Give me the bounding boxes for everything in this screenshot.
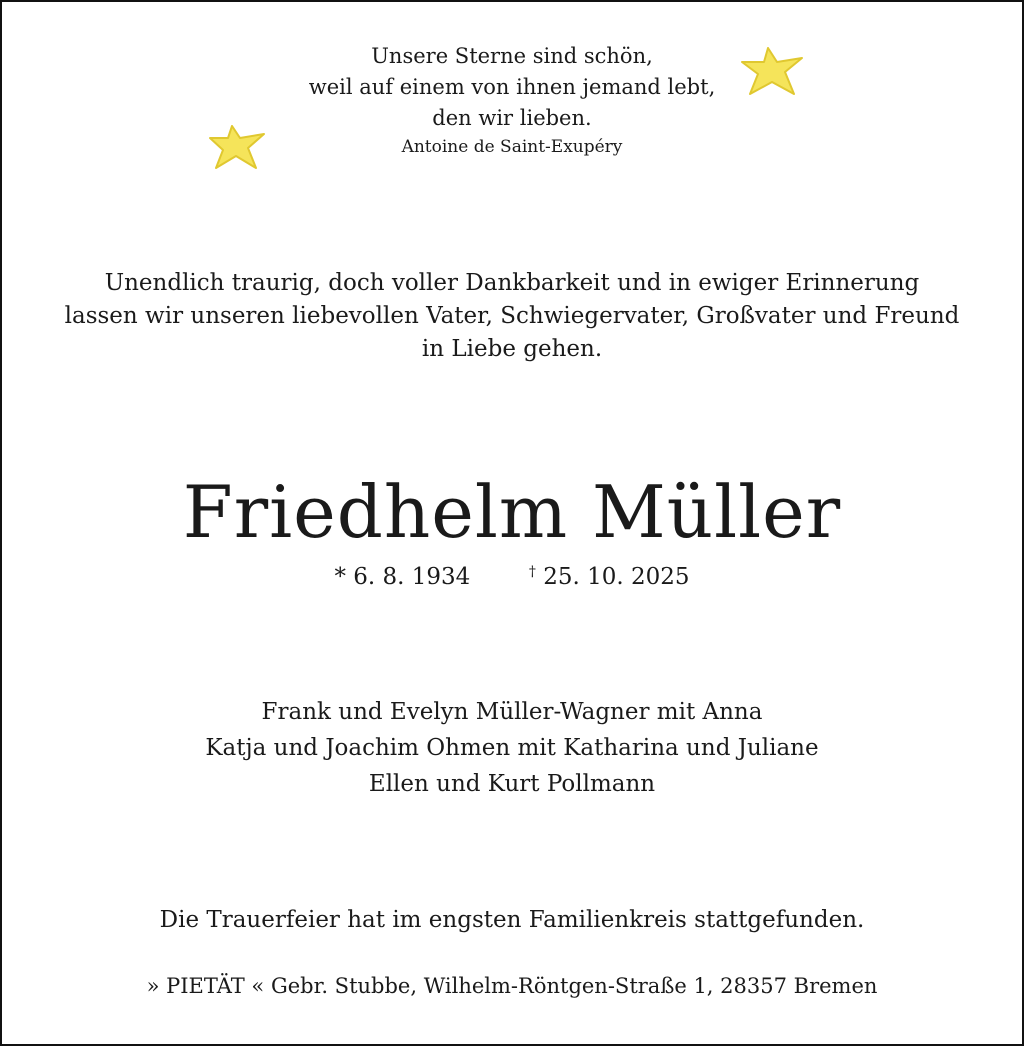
quote-author: Antoine de Saint-Exupéry [401, 137, 623, 157]
birth-date: 6. 8. 1934 [353, 564, 471, 590]
life-dates [2, 564, 1022, 590]
quote-line-1: Unsere Sterne sind schön, [371, 44, 653, 68]
intro-line-3: in Liebe gehen. [421, 336, 603, 362]
quote-line-2: weil auf einem von ihnen jemand lebt, [308, 75, 716, 99]
mourner-line: Frank und Evelyn Müller-Wagner mit Anna [261, 699, 763, 725]
mourner-line: Ellen und Kurt Pollmann [368, 771, 656, 797]
deceased-name: Friedhelm Müller [182, 470, 842, 554]
funeral-home: » PIETÄT « Gebr. Stubbe, Wilhelm-Röntgen-Straße 1, 28357 Bremen [146, 974, 878, 998]
quote-line-3: den wir lieben. [432, 106, 592, 130]
intro-line-2: lassen wir unseren liebevollen Vater, Schwiegervater, Großvater und Freund [64, 303, 960, 329]
mourner-line: Katja und Joachim Ohmen mit Katharina und Juliane [205, 735, 819, 761]
death-date: 25. 10. 2025 [543, 564, 690, 590]
ceremony-note: Die Trauerfeier hat im engsten Familienkreis stattgefunden. [159, 907, 865, 933]
birth-symbol: * [334, 564, 346, 590]
death-symbol: † [528, 564, 536, 580]
intro-line-1: Unendlich traurig, doch voller Dankbarkeit und in ewiger Erinnerung [104, 270, 920, 296]
